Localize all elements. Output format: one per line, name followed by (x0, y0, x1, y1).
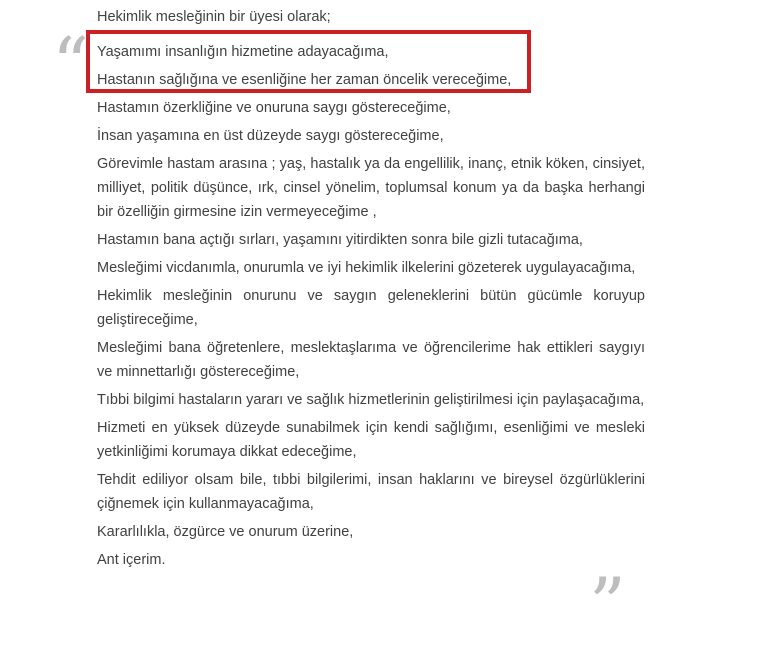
highlighted-line-2: Hastanın sağlığına ve esenliğine her zaman öncelik vereceğime, (97, 72, 512, 88)
oath-paragraph: Hastamın özerkliğine ve onuruna saygı göstereceğime, (97, 100, 451, 116)
close-quote-icon: ” (589, 562, 626, 645)
oath-paragraph: İnsan yaşamına en üst düzeyde saygı göstereceğime, (97, 128, 444, 144)
oath-paragraph: Tehdit ediliyor olsam bile, tıbbi bilgilerimi, insan haklarını ve bireysel özgürlüklerini çiğnemek için kullanmayacağıma, (97, 472, 645, 512)
highlighted-line-1: Yaşamımı insanlığın hizmetine adayacağıma, (97, 44, 389, 60)
open-quote-icon: “ (52, 22, 89, 106)
oath-paragraph: Tıbbi bilgimi hastaların yararı ve sağlık hizmetlerinin geliştirilmesi için paylaşacağıma, (97, 392, 645, 408)
oath-closing-line: Kararlılıkla, özgürce ve onurum üzerine, (97, 524, 354, 540)
oath-paragraph: Hekimlik mesleğinin onurunu ve saygın geleneklerini bütün gücümle koruyup geliştireceğime, (97, 288, 645, 328)
oath-intro-line: Hekimlik mesleğinin bir üyesi olarak; (97, 9, 331, 25)
oath-text-column (97, 5, 645, 576)
oath-final-line: Ant içerim. (97, 552, 166, 568)
oath-paragraph: Mesleğimi vicdanımla, onurumla ve iyi hekimlik ilkelerini gözeterek uygulayacağıma, (97, 260, 636, 276)
oath-paragraph: Görevimle hastam arasına ; yaş, hastalık ya da engellilik, inanç, etnik köken, cinsiyet, milliyet, politik düşünce, ırk, cinsel yönelim, toplumsal konum ya da başka herhangi bir özelliğin girmesine izin vermeyeceğime , (97, 156, 645, 220)
oath-paragraph: Hizmeti en yüksek düzeyde sunabilmek için kendi sağlığımı, esenliğimi ve mesleki yetkinliğimi korumaya dikkat edeceğime, (97, 420, 645, 460)
oath-paragraph: Hastamın bana açtığı sırları, yaşamını yitirdikten sonra bile gizli tutacağıma, (97, 232, 583, 248)
highlighted-lines-block (97, 33, 645, 92)
oath-paragraph: Mesleğimi bana öğretenlere, meslektaşlarıma ve öğrencilerime hak ettikleri saygıyı ve minnettarlığı göstereceğime, (97, 340, 645, 380)
